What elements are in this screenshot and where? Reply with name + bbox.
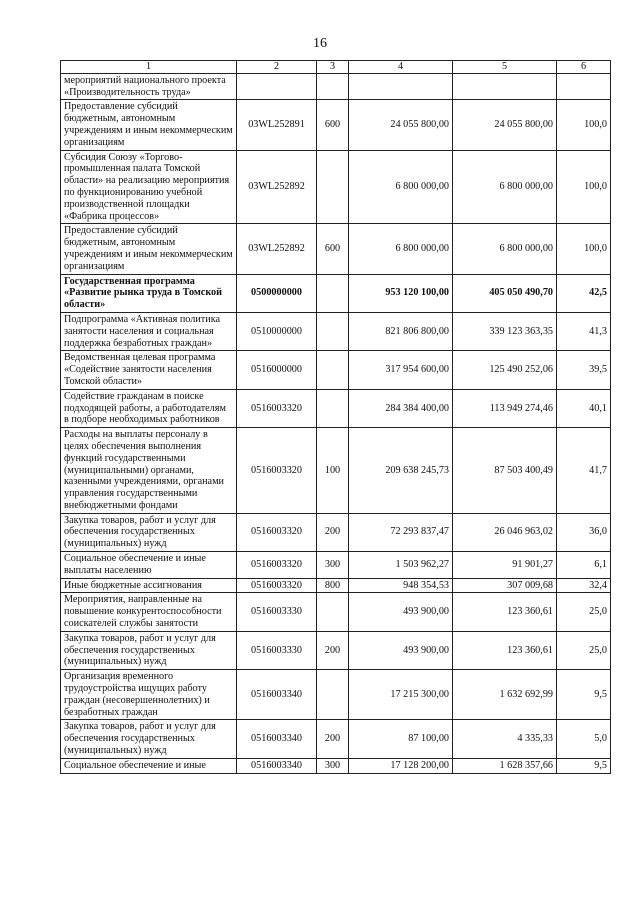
target-code-cell [237,73,317,100]
table-row [61,100,611,150]
actual-amount-cell: 123 360,61 [453,593,557,631]
target-code-cell: 0510000000 [237,312,317,350]
column-header: 6 [557,61,611,74]
row-name-cell: Организация временного трудоустройства ищущих работу граждан (несовершеннолетних) и безработных граждан [61,670,237,720]
row-name-cell: Содействие гражданам в поиске подходящей работы, а работодателям в подборе необходимых работников [61,389,237,427]
percent-cell: 39,5 [557,351,611,389]
percent-cell: 5,0 [557,720,611,758]
table-row [61,351,611,389]
target-code-cell: 0500000000 [237,274,317,312]
planned-amount-cell: 17 128 200,00 [349,758,453,773]
planned-amount-cell: 209 638 245,73 [349,428,453,514]
expense-type-cell [317,73,349,100]
planned-amount-cell: 821 806 800,00 [349,312,453,350]
row-name-cell: Предоставление субсидий бюджетным, автономным учреждениям и иным некоммерческим организациям [61,224,237,274]
row-name-cell: Государственная программа «Развитие рынка труда в Томской области» [61,274,237,312]
row-name-cell: мероприятий национального проекта «Производительность труда» [61,73,237,100]
actual-amount-cell: 113 949 274,46 [453,389,557,427]
expense-type-cell [317,312,349,350]
row-name-cell: Ведомственная целевая программа «Содействие занятости населения Томской области» [61,351,237,389]
table-row [61,73,611,100]
actual-amount-cell [453,73,557,100]
percent-cell: 9,5 [557,670,611,720]
percent-cell: 100,0 [557,150,611,224]
target-code-cell: 03WL252891 [237,100,317,150]
expense-type-cell: 200 [317,631,349,669]
expense-type-cell: 200 [317,720,349,758]
expense-type-cell: 200 [317,513,349,551]
target-code-cell: 0516003330 [237,631,317,669]
expense-type-cell: 300 [317,758,349,773]
target-code-cell: 0516003320 [237,552,317,579]
target-code-cell: 0516000000 [237,351,317,389]
expense-type-cell [317,670,349,720]
planned-amount-cell: 6 800 000,00 [349,150,453,224]
percent-cell: 40,1 [557,389,611,427]
column-header: 5 [453,61,557,74]
row-name-cell: Социальное обеспечение и иные [61,758,237,773]
table-row [61,720,611,758]
row-name-cell: Закупка товаров, работ и услуг для обеспечения государственных (муниципальных) нужд [61,513,237,551]
expense-type-cell [317,593,349,631]
actual-amount-cell: 87 503 400,49 [453,428,557,514]
row-name-cell: Социальное обеспечение и иные выплаты населению [61,552,237,579]
table-row [61,389,611,427]
target-code-cell: 0516003320 [237,428,317,514]
row-name-cell: Закупка товаров, работ и услуг для обеспечения государственных (муниципальных) нужд [61,720,237,758]
table-row [61,593,611,631]
percent-cell: 41,3 [557,312,611,350]
planned-amount-cell: 87 100,00 [349,720,453,758]
percent-cell: 100,0 [557,100,611,150]
row-name-cell: Иные бюджетные ассигнования [61,578,237,593]
table-row [61,224,611,274]
percent-cell: 41,7 [557,428,611,514]
actual-amount-cell: 24 055 800,00 [453,100,557,150]
table-row [61,312,611,350]
budget-table [60,60,611,774]
expense-type-cell [317,351,349,389]
planned-amount-cell: 493 900,00 [349,631,453,669]
planned-amount-cell: 24 055 800,00 [349,100,453,150]
actual-amount-cell: 123 360,61 [453,631,557,669]
table-row [61,631,611,669]
actual-amount-cell: 307 009,68 [453,578,557,593]
expense-type-cell: 600 [317,224,349,274]
actual-amount-cell: 1 632 692,99 [453,670,557,720]
target-code-cell: 0516003320 [237,578,317,593]
planned-amount-cell: 6 800 000,00 [349,224,453,274]
table-row [61,428,611,514]
planned-amount-cell: 17 215 300,00 [349,670,453,720]
expense-type-cell: 800 [317,578,349,593]
actual-amount-cell: 4 335,33 [453,720,557,758]
column-header: 1 [61,61,237,74]
actual-amount-cell: 6 800 000,00 [453,150,557,224]
percent-cell: 25,0 [557,593,611,631]
row-name-cell: Мероприятия, направленные на повышение конкурентоспособности соискателей службы занятости [61,593,237,631]
target-code-cell: 0516003320 [237,513,317,551]
actual-amount-cell: 1 628 357,66 [453,758,557,773]
actual-amount-cell: 6 800 000,00 [453,224,557,274]
target-code-cell: 0516003340 [237,720,317,758]
expense-type-cell: 100 [317,428,349,514]
planned-amount-cell: 284 384 400,00 [349,389,453,427]
planned-amount-cell: 493 900,00 [349,593,453,631]
table-row [61,670,611,720]
row-name-cell: Закупка товаров, работ и услуг для обеспечения государственных (муниципальных) нужд [61,631,237,669]
column-header: 4 [349,61,453,74]
percent-cell: 25,0 [557,631,611,669]
row-name-cell: Расходы на выплаты персоналу в целях обеспечения выполнения функций государственными (муниципальными) органами, казенными учреждениями, органами управления государственными внебюджетными фондами [61,428,237,514]
percent-cell: 9,5 [557,758,611,773]
planned-amount-cell: 317 954 600,00 [349,351,453,389]
row-name-cell: Субсидия Союзу «Торгово-промышленная палата Томской области» на реализацию мероприятия по функционированию учебной производственной площадки «Фабрика процессов» [61,150,237,224]
percent-cell: 42,5 [557,274,611,312]
table-row [61,758,611,773]
table-row [61,552,611,579]
actual-amount-cell: 26 046 963,02 [453,513,557,551]
target-code-cell: 03WL252892 [237,150,317,224]
expense-type-cell: 300 [317,552,349,579]
percent-cell: 36,0 [557,513,611,551]
expense-type-cell: 600 [317,100,349,150]
planned-amount-cell: 72 293 837,47 [349,513,453,551]
page-number: 16 [313,36,327,51]
row-name-cell: Предоставление субсидий бюджетным, автономным учреждениям и иным некоммерческим организациям [61,100,237,150]
target-code-cell: 0516003330 [237,593,317,631]
percent-cell [557,73,611,100]
table-row [61,274,611,312]
column-header: 3 [317,61,349,74]
planned-amount-cell: 948 354,53 [349,578,453,593]
target-code-cell: 0516003340 [237,670,317,720]
target-code-cell: 0516003340 [237,758,317,773]
percent-cell: 32,4 [557,578,611,593]
target-code-cell: 03WL252892 [237,224,317,274]
target-code-cell: 0516003320 [237,389,317,427]
planned-amount-cell: 1 503 962,27 [349,552,453,579]
expense-type-cell [317,274,349,312]
table-body [61,73,611,773]
actual-amount-cell: 125 490 252,06 [453,351,557,389]
column-header: 2 [237,61,317,74]
percent-cell: 6,1 [557,552,611,579]
expense-type-cell [317,389,349,427]
row-name-cell: Подпрограмма «Активная политика занятости населения и социальная поддержка безработных граждан» [61,312,237,350]
planned-amount-cell: 953 120 100,00 [349,274,453,312]
planned-amount-cell [349,73,453,100]
table-row [61,150,611,224]
expense-type-cell [317,150,349,224]
table-row [61,513,611,551]
actual-amount-cell: 405 050 490,70 [453,274,557,312]
header-row [61,61,611,74]
table-row [61,578,611,593]
percent-cell: 100,0 [557,224,611,274]
actual-amount-cell: 339 123 363,35 [453,312,557,350]
actual-amount-cell: 91 901,27 [453,552,557,579]
